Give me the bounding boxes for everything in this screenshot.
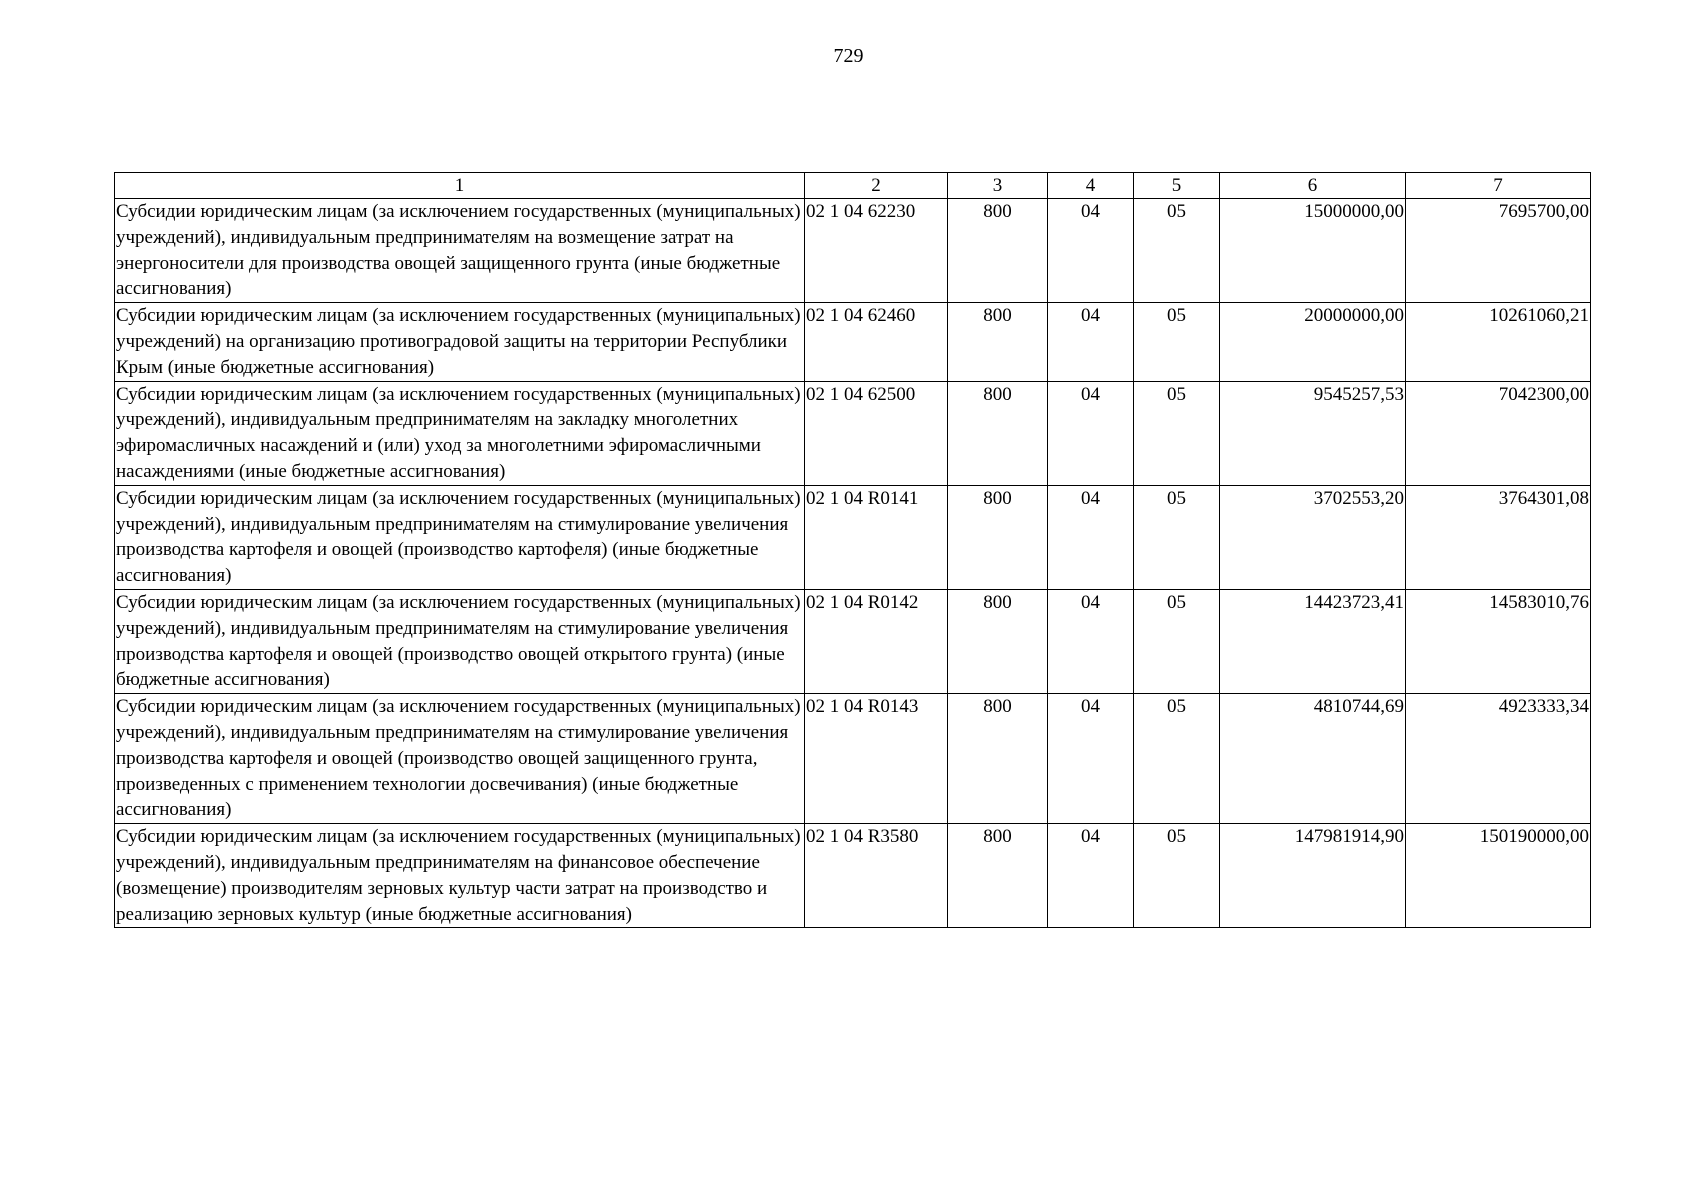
table-row bbox=[115, 381, 1591, 485]
table-row bbox=[115, 485, 1591, 589]
column-header-5: 5 bbox=[1134, 173, 1220, 199]
row-section: 04 bbox=[1048, 381, 1134, 485]
row-description: Субсидии юридическим лицам (за исключением государственных (муниципальных) учреждений), индивидуальным предпринимателям на стимулирование увеличения производства картофеля и овощей (производство овощей открытого грунта) (иные бюджетные ассигнования) bbox=[115, 589, 805, 693]
table-body bbox=[115, 199, 1591, 928]
row-amount-7: 3764301,08 bbox=[1406, 485, 1591, 589]
row-target-code: 02 1 04 R0141 bbox=[805, 485, 948, 589]
row-amount-7: 4923333,34 bbox=[1406, 694, 1591, 824]
row-amount-6: 9545257,53 bbox=[1220, 381, 1406, 485]
column-header-2: 2 bbox=[805, 173, 948, 199]
header-row bbox=[115, 173, 1591, 199]
row-description: Субсидии юридическим лицам (за исключением государственных (муниципальных) учреждений) на организацию противоградовой защиты на территории Республики Крым (иные бюджетные ассигнования) bbox=[115, 303, 805, 381]
row-amount-6: 14423723,41 bbox=[1220, 589, 1406, 693]
column-header-1: 1 bbox=[115, 173, 805, 199]
row-section: 04 bbox=[1048, 303, 1134, 381]
row-expense-type: 800 bbox=[948, 694, 1048, 824]
row-subsection: 05 bbox=[1134, 589, 1220, 693]
row-subsection: 05 bbox=[1134, 824, 1220, 928]
row-section: 04 bbox=[1048, 589, 1134, 693]
row-target-code: 02 1 04 62460 bbox=[805, 303, 948, 381]
row-description: Субсидии юридическим лицам (за исключением государственных (муниципальных) учреждений), индивидуальным предпринимателям на закладку многолетних эфиромасличных насаждений и (или) уход за многолетними эфиромасличными насаждениями (иные бюджетные ассигнования) bbox=[115, 381, 805, 485]
row-subsection: 05 bbox=[1134, 694, 1220, 824]
row-subsection: 05 bbox=[1134, 199, 1220, 303]
row-expense-type: 800 bbox=[948, 303, 1048, 381]
budget-table bbox=[114, 172, 1591, 928]
row-description: Субсидии юридическим лицам (за исключением государственных (муниципальных) учреждений), индивидуальным предпринимателям на стимулирование увеличения производства картофеля и овощей (производство овощей защищенного грунта, произведенных с применением технологии досвечивания) (иные бюджетные ассигнования) bbox=[115, 694, 805, 824]
row-expense-type: 800 bbox=[948, 589, 1048, 693]
table-row bbox=[115, 199, 1591, 303]
row-description: Субсидии юридическим лицам (за исключением государственных (муниципальных) учреждений), индивидуальным предпринимателям на возмещение затрат на энергоносители для производства овощей защищенного грунта (иные бюджетные ассигнования) bbox=[115, 199, 805, 303]
row-amount-6: 15000000,00 bbox=[1220, 199, 1406, 303]
row-amount-7: 14583010,76 bbox=[1406, 589, 1591, 693]
row-amount-7: 10261060,21 bbox=[1406, 303, 1591, 381]
table-row bbox=[115, 303, 1591, 381]
column-header-4: 4 bbox=[1048, 173, 1134, 199]
row-section: 04 bbox=[1048, 485, 1134, 589]
row-amount-7: 7695700,00 bbox=[1406, 199, 1591, 303]
row-expense-type: 800 bbox=[948, 199, 1048, 303]
row-target-code: 02 1 04 R0142 bbox=[805, 589, 948, 693]
table-header bbox=[115, 173, 1591, 199]
row-section: 04 bbox=[1048, 694, 1134, 824]
row-amount-6: 3702553,20 bbox=[1220, 485, 1406, 589]
row-subsection: 05 bbox=[1134, 381, 1220, 485]
row-description: Субсидии юридическим лицам (за исключением государственных (муниципальных) учреждений), индивидуальным предпринимателям на финансовое обеспечение (возмещение) производителям зерновых культур части затрат на производство и реализацию зерновых культур (иные бюджетные ассигнования) bbox=[115, 824, 805, 928]
row-amount-6: 147981914,90 bbox=[1220, 824, 1406, 928]
row-target-code: 02 1 04 R0143 bbox=[805, 694, 948, 824]
row-subsection: 05 bbox=[1134, 303, 1220, 381]
row-target-code: 02 1 04 R3580 bbox=[805, 824, 948, 928]
row-section: 04 bbox=[1048, 824, 1134, 928]
page-number: 729 bbox=[833, 45, 864, 67]
row-amount-7: 7042300,00 bbox=[1406, 381, 1591, 485]
row-amount-6: 4810744,69 bbox=[1220, 694, 1406, 824]
row-target-code: 02 1 04 62230 bbox=[805, 199, 948, 303]
column-header-6: 6 bbox=[1220, 173, 1406, 199]
row-amount-6: 20000000,00 bbox=[1220, 303, 1406, 381]
column-header-7: 7 bbox=[1406, 173, 1591, 199]
row-target-code: 02 1 04 62500 bbox=[805, 381, 948, 485]
column-header-3: 3 bbox=[948, 173, 1048, 199]
table-row bbox=[115, 694, 1591, 824]
row-description: Субсидии юридическим лицам (за исключением государственных (муниципальных) учреждений), индивидуальным предпринимателям на стимулирование увеличения производства картофеля и овощей (производство картофеля) (иные бюджетные ассигнования) bbox=[115, 485, 805, 589]
row-subsection: 05 bbox=[1134, 485, 1220, 589]
row-expense-type: 800 bbox=[948, 485, 1048, 589]
table-row bbox=[115, 824, 1591, 928]
row-expense-type: 800 bbox=[948, 381, 1048, 485]
row-amount-7: 150190000,00 bbox=[1406, 824, 1591, 928]
row-expense-type: 800 bbox=[948, 824, 1048, 928]
table-row bbox=[115, 589, 1591, 693]
row-section: 04 bbox=[1048, 199, 1134, 303]
